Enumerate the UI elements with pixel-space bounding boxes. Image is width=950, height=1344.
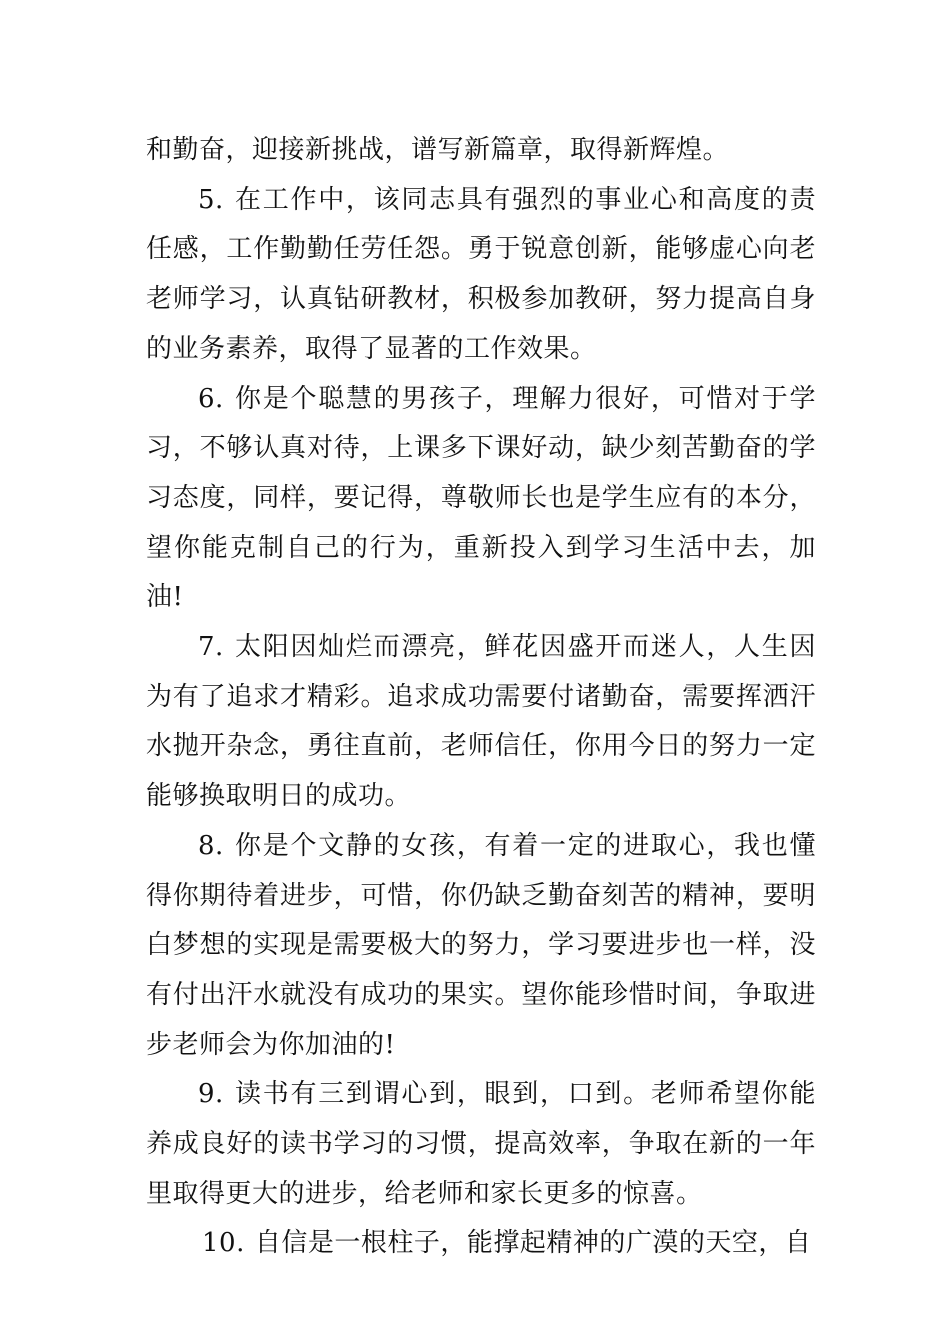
document-body: [146, 126, 816, 1269]
paragraph-item-6: [146, 375, 816, 624]
paragraph-item-5: [146, 176, 816, 375]
paragraph-text: 你是个聪慧的男孩子，理解力很好，可惜对于学习，不够认真对待，上课多下课好动，缺少刻苦勤奋的学习态度，同样，要记得，尊敬师长也是学生应有的本分，望你能克制自己的行为，重新投入到学习生活中去，加油!: [146, 383, 816, 613]
paragraph-item-9: [146, 1070, 816, 1219]
paragraph-number: 8.: [198, 830, 224, 861]
paragraph-text: 自信是一根柱子，能撑起精神的广漠的天空，自: [254, 1228, 812, 1259]
paragraph-text: 在工作中，该同志具有强烈的事业心和高度的责任感，工作勤勤任劳任怨。勇于锐意创新，能够虚心向老老师学习，认真钻研教材，积极参加教研，努力提高自身的业务素养，取得了显著的工作效果。: [146, 184, 816, 364]
paragraph-number: 6.: [198, 383, 224, 414]
paragraph-number: 5.: [198, 184, 224, 215]
paragraph-text: 和勤奋，迎接新挑战，谱写新篇章，取得新辉煌。: [146, 135, 730, 165]
paragraph-text: 读书有三到谓心到，眼到，口到。老师希望你能养成良好的读书学习的习惯，提高效率，争取在新的一年里取得更大的进步，给老师和家长更多的惊喜。: [146, 1079, 816, 1209]
paragraph-item-7: [146, 623, 816, 822]
paragraph-item-8: [146, 822, 816, 1071]
paragraph-continuation: [146, 126, 816, 176]
paragraph-text: 太阳因灿烂而漂亮，鲜花因盛开而迷人，人生因为有了追求才精彩。追求成功需要付诸勤奋，需要挥洒汗水抛开杂念，勇往直前，老师信任，你用今日的努力一定能够换取明日的成功。: [146, 632, 816, 812]
paragraph-number: 7.: [198, 632, 224, 663]
paragraph-number: 10.: [202, 1228, 245, 1259]
paragraph-item-10: [146, 1219, 816, 1269]
paragraph-text: 你是个文静的女孩，有着一定的进取心，我也懂得你期待着进步，可惜，你仍缺乏勤奋刻苦的精神，要明白梦想的实现是需要极大的努力，学习要进步也一样，没有付出汗水就没有成功的果实。望你能珍惜时间，争取进步老师会为你加油的!: [146, 830, 816, 1060]
paragraph-number: 9.: [198, 1079, 224, 1110]
